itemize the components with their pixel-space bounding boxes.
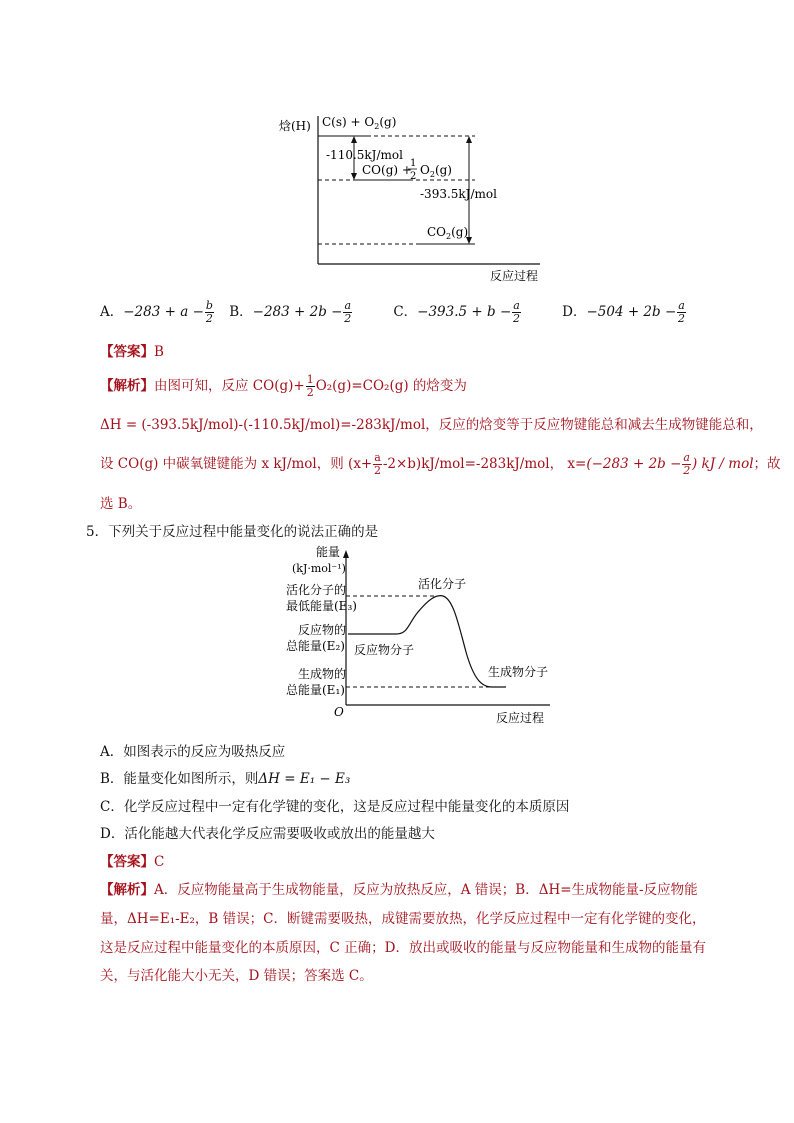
- dh1-label: -110.5kJ/mol: [326, 148, 403, 162]
- option-c[interactable]: C．−393.5 + b − $\frac{a}{2}$: [393, 299, 521, 325]
- svg-text:反应物的: 反应物的: [298, 623, 347, 637]
- svg-text:O: O: [334, 705, 344, 719]
- q4-options: [100, 300, 687, 325]
- svg-text:2: 2: [410, 171, 417, 182]
- option-b[interactable]: B．−283 + 2b − $\frac{a}{2}$: [229, 299, 352, 325]
- q5-analysis-line1: 【解析】A．反应物能量高于生成物能量，反应为放热反应，A 错误；B．ΔH=生成物能量-反应物能: [100, 882, 698, 898]
- svg-text:反应过程: 反应过程: [496, 711, 545, 725]
- q5-option-c[interactable]: C．化学反应过程中一定有化学键的变化，这是反应过程中能量变化的本质原因: [100, 799, 570, 815]
- q5-analysis-line2: 量，ΔH=E₁-E₂，B 错误；C．断键需要吸热，成键需要放热，化学反应过程中一定有化学键的变化，: [100, 911, 706, 927]
- q4-analysis-line2: ΔH = (-393.5kJ/mol)-(-110.5kJ/mol)=-283kJ/mol，反应的焓变等于反应物键能总和减去生成物键能总和，: [100, 417, 763, 433]
- energy-curve: [348, 596, 506, 687]
- dh2-label: -393.5kJ/mol: [420, 187, 497, 201]
- reactant-label: 反应物分子: [354, 643, 415, 657]
- svg-text:生成物的: 生成物的: [298, 667, 347, 681]
- q5-analysis-line4: 关，与活化能大小无关，D 错误；答案选 C。: [100, 968, 373, 984]
- enthalpy-diagram: [270, 108, 560, 288]
- q4-analysis-line1: 【解析】由图可知，反应 CO(g)+ $\frac{1}{2}$ O₂(g)=CO₂(g) 的焓变为: [100, 373, 467, 399]
- enthalpy-y-label: 焓(H): [279, 119, 311, 133]
- svg-text:总能量(E₁): 总能量(E₁): [286, 683, 345, 697]
- product-label: 生成物分子: [488, 665, 549, 679]
- option-d[interactable]: D．−504 + 2b − $\frac{a}{2}$: [562, 299, 686, 325]
- top-level-label: $C(s) + O_2(g)$: [322, 115, 397, 131]
- enthalpy-x-label: 反应过程: [490, 269, 539, 283]
- peak-label: 活化分子: [418, 577, 467, 591]
- answer-value: B: [154, 344, 164, 360]
- q5-stem: 5．下列关于反应过程中能量变化的说法正确的是: [86, 524, 379, 540]
- mid-level-label: CO(g) +: [362, 163, 412, 177]
- q5-answer: 【答案】C: [100, 854, 165, 870]
- svg-text:最低能量(E₃): 最低能量(E₃): [286, 599, 357, 613]
- svg-text:活化分子的: 活化分子的: [286, 583, 347, 597]
- svg-text:总能量(E₂): 总能量(E₂): [286, 639, 345, 653]
- svg-text:能量: 能量: [316, 545, 341, 559]
- q5-analysis-line3: 这是反应过程中能量变化的本质原因，C 正确；D．放出或吸收的能量与反应物能量和生成物的能量有: [100, 940, 706, 956]
- q5-option-d[interactable]: D．活化能越大代表化学反应需要吸收或放出的能量越大: [100, 826, 435, 842]
- svg-text:O2(g): $O_2(g)$: [420, 163, 452, 179]
- option-a[interactable]: A．−283 + a − $\frac{b}{2}$: [100, 299, 213, 325]
- svg-text:1: 1: [410, 158, 417, 169]
- svg-text:(kJ·mol⁻¹): (kJ·mol⁻¹): [292, 562, 346, 575]
- bottom-level-label: $CO_2(g)$: [427, 225, 469, 241]
- q4-analysis-line4: 选 B。: [100, 496, 142, 512]
- q5-option-a[interactable]: A．如图表示的反应为吸热反应: [100, 744, 286, 760]
- energy-diagram: [268, 542, 568, 732]
- q4-answer: [100, 340, 164, 360]
- q4-analysis-line3: 设 CO(g) 中碳氧键键能为 x kJ/mol，则 (x+ $\frac{a}{2}$ -2×b)kJ/mol=-283kJ/mol， x=(−283 + 2b − $\frac{a}{2}$ ) kJ / mol；故: [100, 451, 781, 477]
- answer-tag: 【答案】: [100, 344, 154, 360]
- q5-option-b[interactable]: B．能量变化如图所示，则ΔH = E₁ − E₃: [100, 771, 351, 787]
